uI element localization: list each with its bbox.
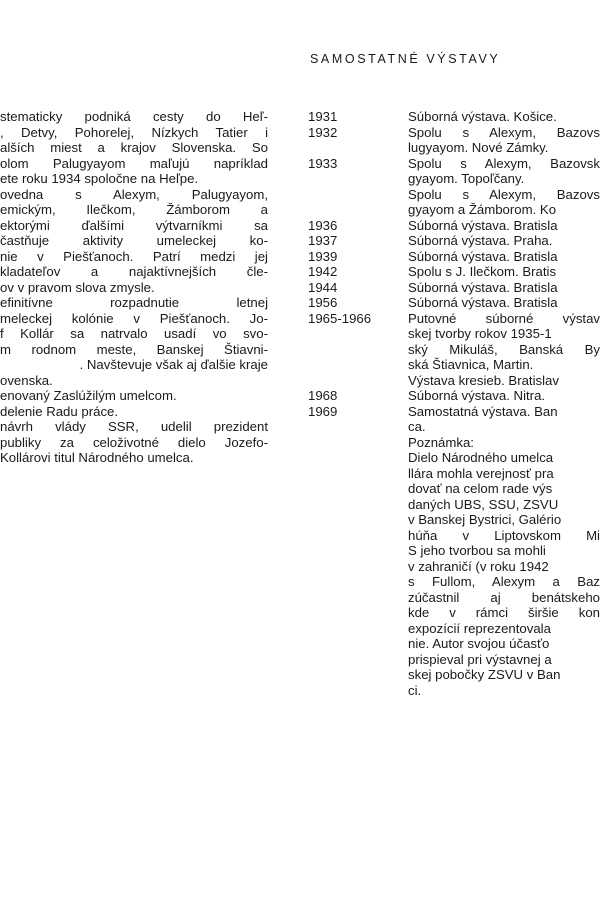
note-line: nie. Autor svojou účasťo [408, 636, 550, 651]
timeline-text [408, 109, 600, 125]
timeline-text [408, 295, 600, 311]
timeline-line: Výstava kresieb. Bratislav [408, 372, 559, 388]
timeline-text [408, 280, 600, 296]
note-line: dovať na celom rade výs [408, 481, 553, 496]
biography-line: ovedna s Alexym, Palugyayom, [0, 186, 268, 202]
biography-line: alších miest a krajov Slovenska. So [0, 140, 268, 155]
note-line: húňa v Liptovskom Mi [408, 527, 600, 543]
timeline-line: ský Mikuláš, Banská By [408, 341, 600, 357]
biography-line: ete roku 1934 spoločne na Heľpe. [0, 171, 199, 186]
timeline-text [408, 388, 600, 404]
biography-line: stematicky podniká cesty do Heľ- [0, 109, 268, 124]
timeline-line: lugyayom. Nové Zámky. [408, 140, 549, 155]
biography-line: meleckej kolónie v Piešťanoch. Jo- [0, 310, 268, 326]
timeline-line: Spolu s J. Ilečkom. Bratis [408, 264, 557, 279]
biography-line: kladateľov a najaktívnejších čle- [0, 264, 268, 279]
timeline-line: Samostatná výstava. Ban [408, 403, 558, 419]
biography-line: olom Palugyayom maľujú napríklad [0, 155, 268, 171]
timeline-text [408, 404, 600, 699]
timeline-entry [308, 233, 600, 249]
timeline-entry [308, 218, 600, 234]
timeline-text [408, 218, 600, 234]
note-line: skej pobočky ZSVU v Ban [408, 667, 561, 682]
timeline-year: 1968 [308, 388, 338, 403]
note-line: prispieval pri výstavnej a [408, 651, 552, 667]
biography-line: Kollárovi titul Národného umelca. [0, 450, 194, 465]
timeline-line: Súborná výstava. Bratisla [408, 217, 558, 233]
timeline-text [408, 249, 600, 265]
biography-line: ov v pravom slova zmysle. [0, 279, 155, 295]
timeline-year: 1956 [308, 295, 338, 310]
biography-line: efinitívne rozpadnutie letnej [0, 295, 268, 310]
note-line: Dielo Národného umelca [408, 450, 554, 465]
note-line: zúčastnil aj benátskeho [408, 589, 600, 605]
note-line: S jeho tvorbou sa mohli [408, 543, 546, 558]
timeline-year: 1942 [308, 264, 338, 279]
timeline-year: 1933 [308, 155, 338, 171]
note-line: expozícií reprezentovala [408, 620, 551, 636]
timeline-line: Súborná výstava. Bratisla [408, 279, 558, 295]
note-line: kde v rámci širšie kon [408, 605, 600, 620]
timeline-year: 1944 [308, 279, 338, 295]
timeline-text [408, 125, 600, 156]
note-line: v Banskej Bystrici, Galério [408, 512, 562, 527]
timeline-year: 1932 [308, 124, 338, 140]
timeline-line: Súborná výstava. Bratisla [408, 248, 558, 264]
timeline-line: gyayom. Topoľčany. [408, 171, 525, 186]
page-header: SAMOSTATNÉ VÝSTAVY [310, 52, 501, 66]
timeline-text [408, 264, 600, 280]
timeline-text [408, 233, 600, 249]
timeline-year: 1936 [308, 217, 338, 233]
timeline-entry [308, 404, 600, 699]
timeline-line: Putovné súborné výstav [408, 310, 600, 326]
timeline-year: 1939 [308, 248, 338, 264]
biography-line: m rodnom meste, Banskej Štiavni- [0, 341, 268, 357]
biography-line: enovaný Zaslúžilým umelcom. [0, 388, 177, 403]
biography-line: delenie Radu práce. [0, 403, 119, 419]
timeline-line: ca. [408, 419, 426, 434]
timeline-entry [308, 295, 600, 311]
note-line: v zahraničí (v roku 1942 [408, 558, 549, 574]
timeline-year: 1965-1966 [308, 310, 372, 326]
biography-column [0, 109, 268, 466]
timeline-entry [308, 156, 600, 218]
timeline-entry [308, 280, 600, 296]
biography-line: návrh vlády SSR, udelil prezident [0, 419, 268, 434]
timeline-line: Súborná výstava. Nitra. [408, 388, 546, 403]
timeline-line: skej tvorby rokov 1935-1 [408, 326, 552, 341]
timeline-text [408, 156, 600, 218]
timeline-text [408, 311, 600, 389]
note-line: llára mohla verejnosť pra [408, 465, 554, 481]
timeline-line: Spolu s Alexym, Bazovsk [408, 155, 600, 171]
biography-line: emickým, Ilečkom, Žámborom a [0, 202, 268, 217]
biography-line: f Kollár sa natrvalo usadí vo svo- [0, 326, 268, 341]
biography-line: častňuje aktivity umeleckej ko- [0, 233, 268, 248]
timeline-line: Súborná výstava. Praha. [408, 233, 553, 248]
timeline-year: 1931 [308, 109, 338, 124]
timeline-entry [308, 311, 600, 389]
timeline-entry [308, 388, 600, 404]
timeline-line: Súborná výstava. Bratisla [408, 295, 558, 310]
note-heading: Poznámka: [408, 434, 474, 450]
timeline-entry [308, 109, 600, 125]
biography-line: , Detvy, Pohorelej, Nízkych Tatier i [0, 124, 268, 140]
timeline-line: gyayom a Žámborom. Ko [408, 202, 557, 217]
timeline-entry [308, 125, 600, 156]
biography-line: ovenska. [0, 372, 53, 388]
note-line: ci. [408, 682, 422, 698]
timeline-entry [308, 264, 600, 280]
timeline-year: 1937 [308, 233, 338, 248]
biography-line: nie v Piešťanoch. Patrí medzi jej [0, 248, 268, 264]
biography-line: ektorými ďalšími výtvarníkmi sa [0, 217, 268, 233]
note-line: s Fullom, Alexym a Baz [408, 574, 600, 589]
timeline-line: Spolu s Alexym, Bazovs [408, 186, 600, 202]
exhibition-timeline [308, 109, 600, 698]
biography-line: . Navštevuje však aj ďalšie kraje [79, 357, 268, 372]
biography-line: publiky za celoživotné dielo Jozefo- [0, 434, 268, 450]
timeline-line: Súborná výstava. Košice. [408, 109, 557, 124]
timeline-line: Spolu s Alexym, Bazovs [408, 124, 600, 140]
timeline-line: ská Štiavnica, Martin. [408, 357, 534, 372]
timeline-entry [308, 249, 600, 265]
note-line: daných UBS, SSU, ZSVU [408, 496, 559, 512]
timeline-year: 1969 [308, 403, 338, 419]
